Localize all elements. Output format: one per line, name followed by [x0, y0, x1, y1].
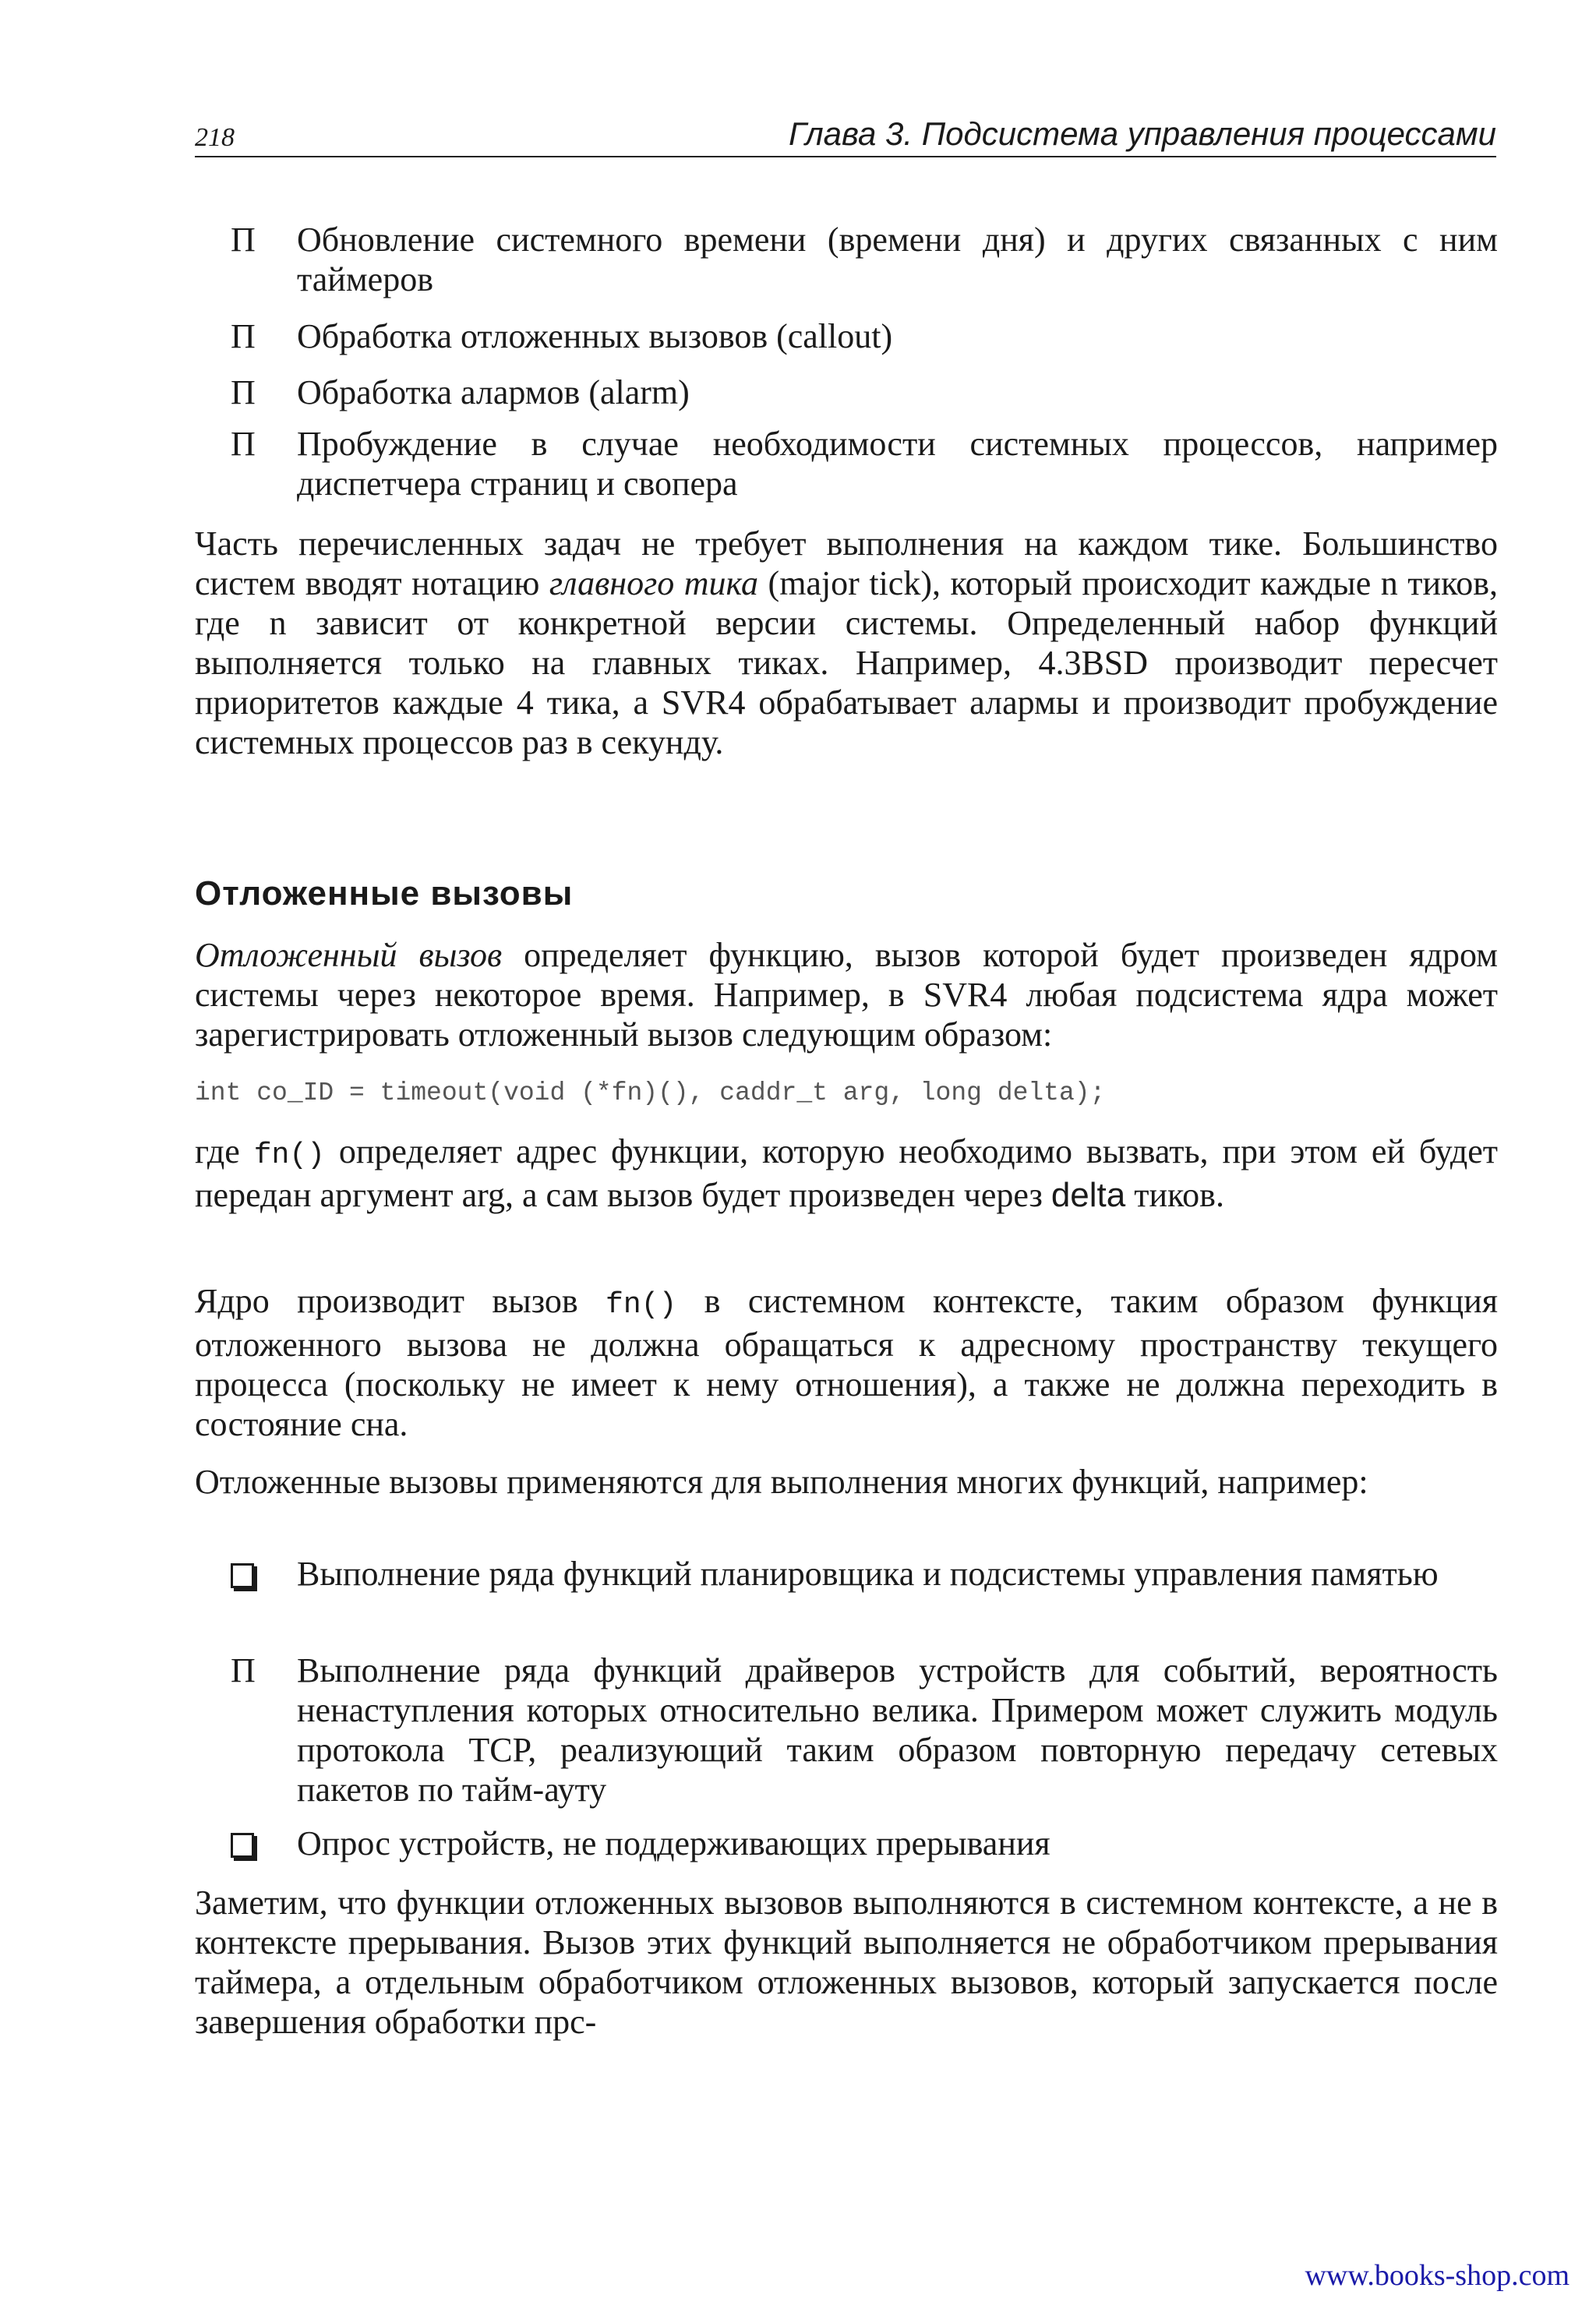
code-inline: fn(): [606, 1288, 677, 1322]
paragraph: [195, 1281, 1498, 1444]
paragraph-text: Ядро производит вызов: [195, 1282, 606, 1320]
paragraph-text: где: [195, 1132, 254, 1170]
paragraph: [195, 935, 1498, 1054]
page-header: [195, 109, 1496, 157]
page-number: 218: [195, 123, 235, 152]
list-item: [231, 1651, 1498, 1809]
bullet-marker: П: [231, 373, 256, 411]
list-item-text: Обработка алармов (alarm): [297, 373, 690, 411]
chapter-title: Глава 3. Подсистема управления процессами: [788, 115, 1496, 152]
list-item-text: Пробуждение в случае необходимости системных процессов, например диспетчера страниц и свопера: [297, 425, 1498, 503]
list-item: [231, 220, 1498, 299]
bullet-marker: П: [231, 317, 256, 355]
paragraph-text: (major tick), который происходит каждые n тиков, где n зависит от конкретной версии системы. Определенный набор функций выполняется только на главных тиках. Например, 4.3BSD производит пересчет приоритетов каждые 4 тика, а SVR4 обрабатывает алармы и производит пробуждение системных процессов раз в секунду.: [195, 564, 1498, 761]
term-emphasis: Отложенный вызов: [195, 936, 503, 974]
paragraph-text: в системном контексте, таким образом функция отложенного вызова не должна обращаться к адресному пространству текущего процесса (поскольку не имеет к нему отношения), а также не должна переходить в состояние сна.: [195, 1282, 1498, 1443]
paragraph-text: определяет функцию, вызов которой будет произведен ядром системы через некоторое время. Например, в SVR4 любая подсистема ядра может зарегистрировать отложенный вызов следующим образом:: [195, 936, 1498, 1054]
checkbox-bullet-icon: [231, 1554, 277, 1597]
section-heading: Отложенные вызовы: [195, 874, 574, 913]
list-item: [231, 372, 1498, 412]
list-item: [231, 1824, 1498, 1863]
paragraph-text: тиков.: [1125, 1176, 1224, 1214]
list-item-text: Выполнение ряда функций планировщика и подсистемы управления памятью: [297, 1555, 1439, 1593]
paragraph: Отложенные вызовы применяются для выполнения многих функций, например:: [195, 1463, 1368, 1501]
paragraph: [195, 524, 1498, 762]
list-item-text: Обновление системного времени (времени дня) и других связанных с ним таймеров: [297, 221, 1498, 298]
list-item-text: Опрос устройств, не поддерживающих прерывания: [297, 1824, 1050, 1862]
bullet-marker: П: [231, 425, 256, 463]
code-inline: fn(): [253, 1139, 325, 1172]
bullet-marker: П: [231, 1651, 256, 1689]
list-item-text: Обработка отложенных вызовов (callout): [297, 317, 893, 355]
list-item-text: Выполнение ряда функций драйверов устройств для событий, вероятность ненаступления которых относительно велика. Примером может служить модуль протокола TCP, реализующий таким образом повторную передачу сетевых пакетов по тайм-ауту: [297, 1651, 1498, 1809]
code-line: int co_ID = timeout(void (*fn)(), caddr_t arg, long delta);: [195, 1079, 1106, 1107]
paragraph-text: Часть перечисленных задач не требует выполнения на каждом тике. Большинство систем вводят нотацию: [195, 524, 1498, 602]
term-emphasis: главного тика: [549, 564, 759, 602]
paragraph: [195, 1132, 1498, 1215]
bullet-marker: П: [231, 221, 256, 259]
checkbox-bullet-icon: [231, 1824, 277, 1866]
list-item: [231, 316, 1498, 356]
code-inline: delta: [1050, 1176, 1126, 1214]
paragraph-text: определяет адрес функции, которую необходимо вызвать, при этом ей будет передан аргумент arg, а сам вызов будет произведен через: [195, 1132, 1498, 1214]
list-item: [231, 424, 1498, 503]
list-item: [231, 1554, 1498, 1594]
paragraph: Заметим, что функции отложенных вызовов выполняются в системном контексте, а не в контексте прерывания. Вызов этих функций выполняется не обработчиком прерывания таймера, а отдельным обработчиком отложенных вызовов, который запускается после завершения обработки прс-: [195, 1884, 1498, 2041]
footer-url-link[interactable]: www.books-shop.com: [1305, 2259, 1570, 2292]
